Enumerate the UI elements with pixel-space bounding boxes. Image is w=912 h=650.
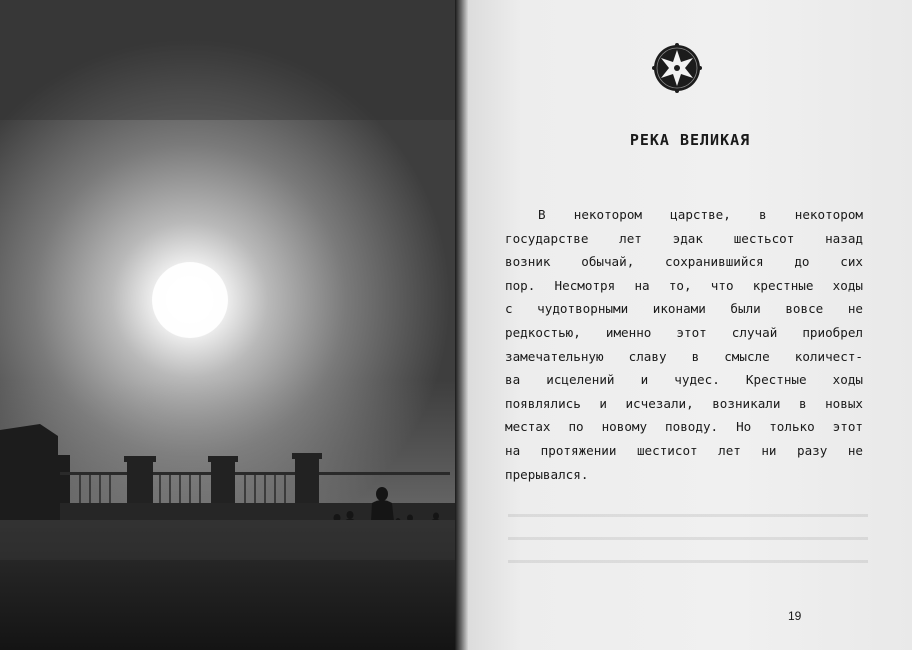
paragraph-line: прерывался. (505, 466, 589, 482)
paragraph-line: государстве лет эдак шестьсот назад (505, 230, 863, 246)
paragraph-line: замечательную славу в смысле количест- (505, 348, 863, 364)
show-through-text (508, 500, 868, 580)
paragraph-line: пор. Несмотря на то, что крестные ходы (505, 277, 863, 293)
chapter-paragraph (505, 203, 863, 486)
paragraph-line: местах по новому поводу. Но только этот (505, 419, 863, 435)
paragraph-line: на протяжении шестисот лет ни разу не (505, 442, 863, 458)
paragraph-line: с чудотворными иконами были вовсе не (505, 301, 863, 317)
paragraph-line: ва исцелений и чудес. Крестные ходы (505, 372, 863, 388)
page-number: 19 (788, 609, 802, 623)
paragraph-line: появлялись и исчезали, возникали в новых (505, 395, 863, 411)
text-page (468, 0, 912, 650)
paragraph-line: возник обычай, сохранившийся до сих (505, 254, 863, 270)
paragraph-line: В некотором царстве, в некотором (538, 207, 863, 222)
paragraph-line: редкостью, именно этот случай приобрел (505, 324, 863, 340)
chapter-title: РЕКА ВЕЛИКАЯ (629, 131, 751, 149)
cross-medallion-icon (651, 42, 703, 94)
